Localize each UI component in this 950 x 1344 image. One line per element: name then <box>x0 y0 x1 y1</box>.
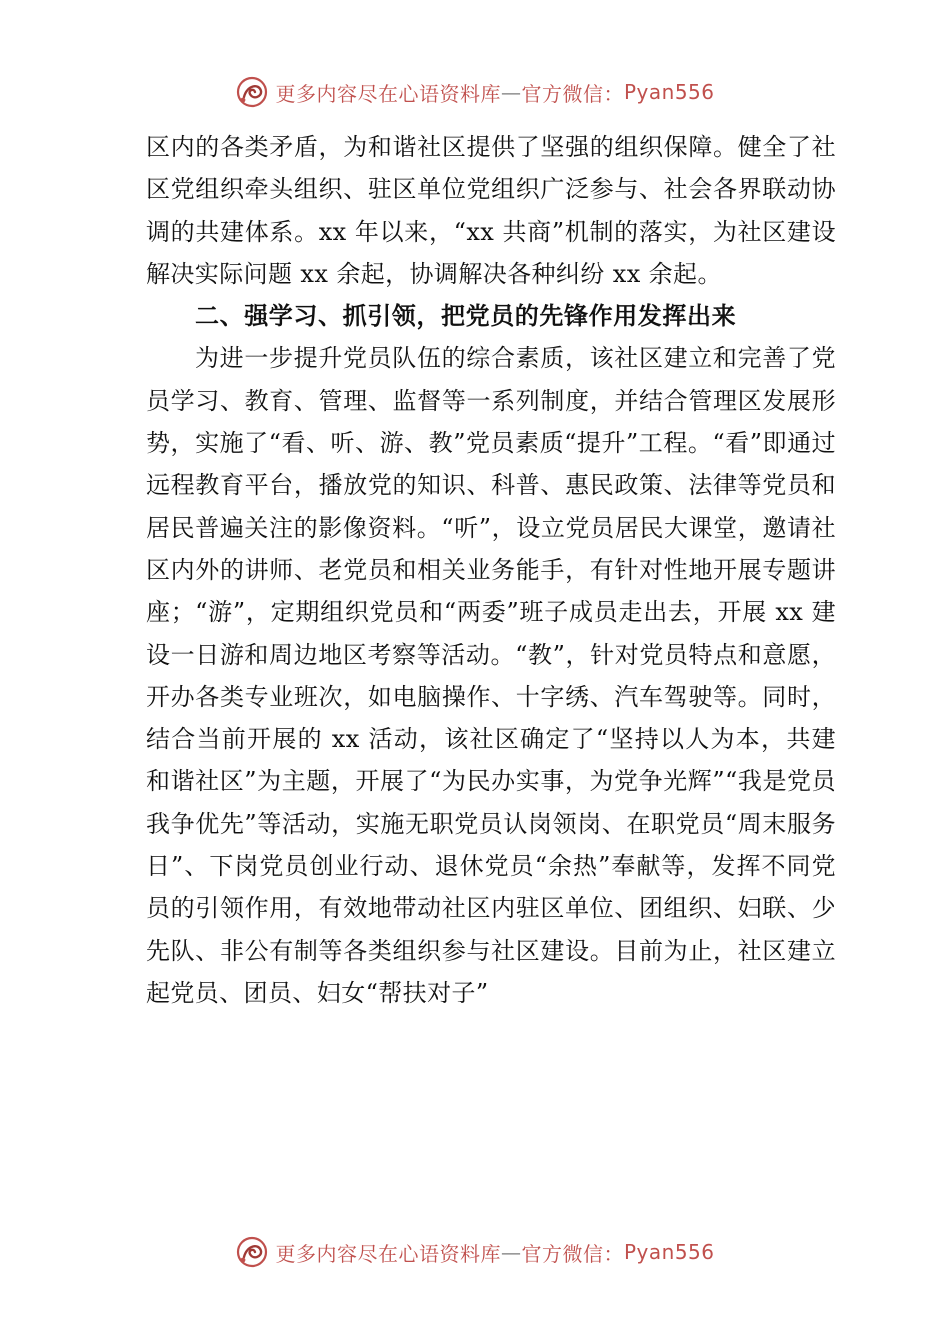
banner-site-name: 更多内容尽在心语资料库 <box>275 81 501 106</box>
swirl-logo-icon <box>235 1235 269 1269</box>
banner-site-name: 更多内容尽在心语资料库 <box>275 1241 501 1266</box>
header-banner <box>0 70 950 114</box>
banner-wechat-handle: Pyan556 <box>623 1240 715 1264</box>
section-heading-2: 二、强学习、抓引领，把党员的先锋作用发挥出来 <box>195 302 737 331</box>
swirl-logo-icon <box>235 75 269 109</box>
document-body <box>146 126 836 1014</box>
banner-official-label: 官方微信： <box>521 1241 624 1266</box>
banner-dash: — <box>500 80 522 104</box>
paragraph-1: 区内的各类矛盾，为和谐社区提供了坚强的组织保障。健全了社区党组织牵头组织、驻区单位党组织广泛参与、社会各界联动协调的共建体系。xx 年以来，“xx 共商”机制的落实，为社区建设解决实际问题 xx 余起，协调解决各种纠纷 xx 余起。 <box>146 133 836 288</box>
footer-banner <box>0 1230 950 1274</box>
banner-wechat-handle: Pyan556 <box>623 80 715 104</box>
banner-dash: — <box>500 1240 522 1264</box>
paragraph-2: 为进一步提升党员队伍的综合素质，该社区建立和完善了党员学习、教育、管理、监督等一系列制度，并结合管理区发展形势，实施了“看、听、游、教”党员素质“提升”工程。“看”即通过远程教育平台，播放党的知识、科普、惠民政策、法律等党员和居民普遍关注的影像资料。“听”，设立党员居民大课堂，邀请社区内外的讲师、老党员和相关业务能手，有针对性地开展专题讲座；“游”，定期组织党员和“两委”班子成员走出去，开展 xx 建设一日游和周边地区考察等活动。“教”，针对党员特点和意愿，开办各类专业班次，如电脑操作、十字绣、汽车驾驶等。同时，结合当前开展的 xx 活动，该社区确定了“坚持以人为本，共建和谐社区”为主题，开展了“为民办实事，为党争光辉”“我是党员我争优先”等活动，实施无职党员认岗领岗、在职党员“周末服务日”、下岗党员创业行动、退休党员“余热”奉献等，发挥不同党员的引领作用，有效地带动社区内驻区单位、团组织、妇联、少先队、非公有制等各类组织参与社区建设。目前为止，社区建立起党员、团员、妇女“帮扶对子” <box>146 344 836 1007</box>
banner-official-label: 官方微信： <box>521 81 624 106</box>
